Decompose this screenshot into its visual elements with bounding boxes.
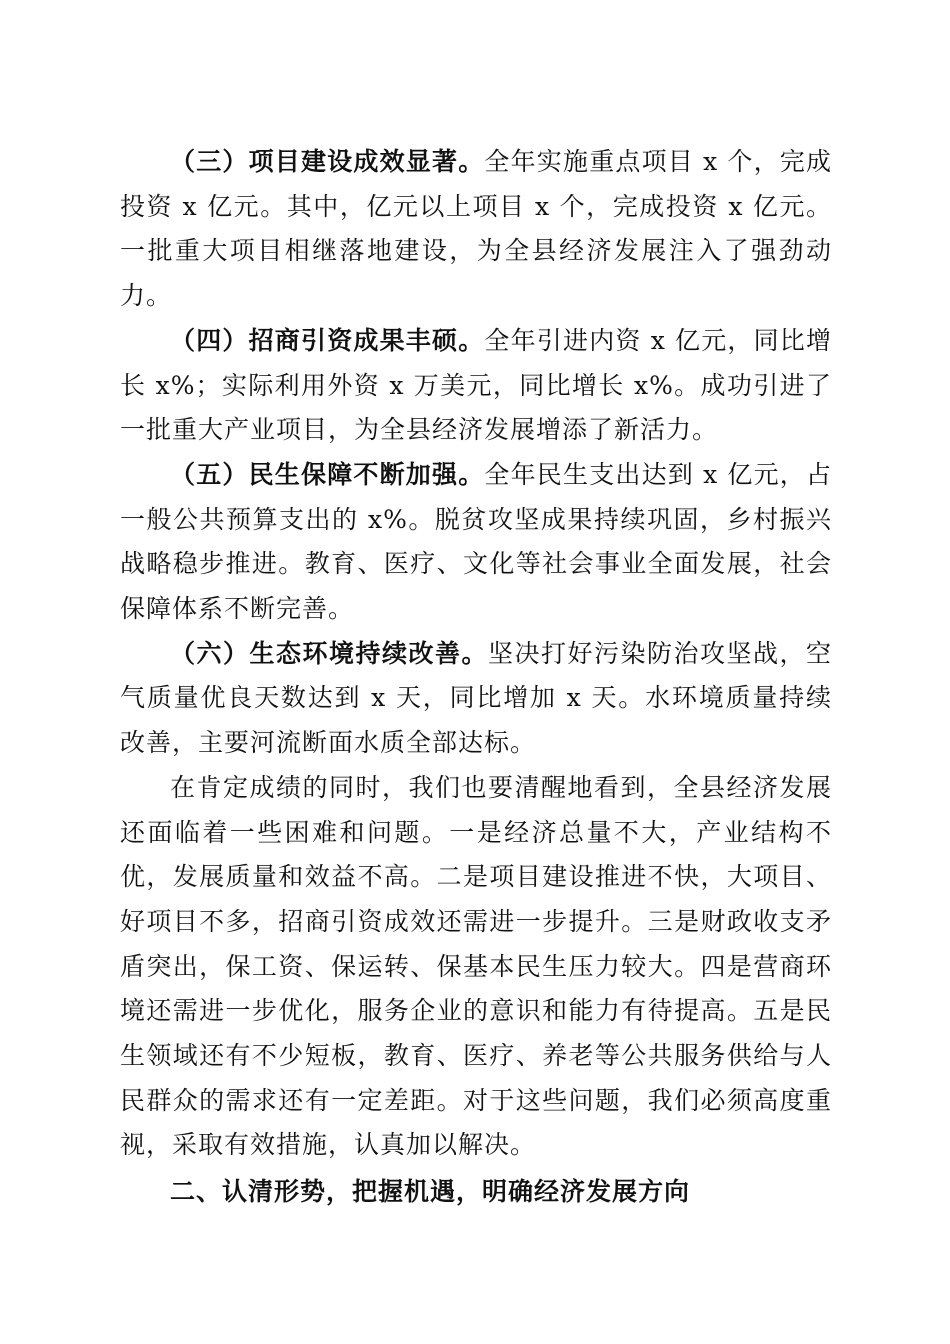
paragraph-lead: （六）生态环境持续改善。 bbox=[170, 638, 488, 668]
paragraph-problems bbox=[120, 766, 832, 1168]
paragraph-ecology bbox=[120, 632, 832, 766]
paragraph-body: 全年引进内资 x 亿元，同比增长 x%；实际利用外资 x 万美元，同比增长 x%。成功引进了一批重大产业项目，为全县经济发展增添了新活力。 bbox=[120, 325, 832, 445]
paragraph-body: 全年实施重点项目 x 个，完成投资 x 亿元。其中，亿元以上项目 x 个，完成投资 x 亿元。一批重大项目相继落地建设，为全县经济发展注入了强劲动力。 bbox=[120, 147, 832, 311]
paragraph-lead: （五）民生保障不断加强。 bbox=[170, 459, 485, 489]
paragraph-body: 全年民生支出达到 x 亿元，占一般公共预算支出的 x%。脱贫攻坚成果持续巩固，乡村振兴战略稳步推进。教育、医疗、文化等社会事业全面发展，社会保障体系不断完善。 bbox=[120, 459, 832, 624]
paragraph-body: 坚决打好污染防治攻坚战，空气质量优良天数达到 x 天，同比增加 x 天。水环境质量持续改善，主要河流断面水质全部达标。 bbox=[120, 638, 832, 758]
document-page bbox=[120, 140, 832, 1215]
paragraph-body: 在肯定成绩的同时，我们也要清醒地看到，全县经济发展还面临着一些困难和问题。一是经济总量不大，产业结构不优，发展质量和效益不高。二是项目建设推进不快，大项目、好项目不多，招商引资成效还需进一步提升。三是财政收支矛盾突出，保工资、保运转、保基本民生压力较大。四是营商环境还需进一步优化，服务企业的意识和能力有待提高。五是民生领域还有不少短板，教育、医疗、养老等公共服务供给与人民群众的需求还有一定差距。对于这些问题，我们必须高度重视，采取有效措施，认真加以解决。 bbox=[120, 772, 832, 1160]
paragraph-lead: （四）招商引资成果丰硕。 bbox=[170, 325, 485, 355]
paragraph-investment-attraction bbox=[120, 319, 832, 453]
paragraph-project-construction bbox=[120, 140, 832, 319]
paragraph-livelihood bbox=[120, 453, 832, 632]
section-heading: 二、认清形势，把握机遇，明确经济发展方向 bbox=[170, 1177, 691, 1207]
paragraph-lead: （三）项目建设成效显著。 bbox=[170, 147, 485, 176]
